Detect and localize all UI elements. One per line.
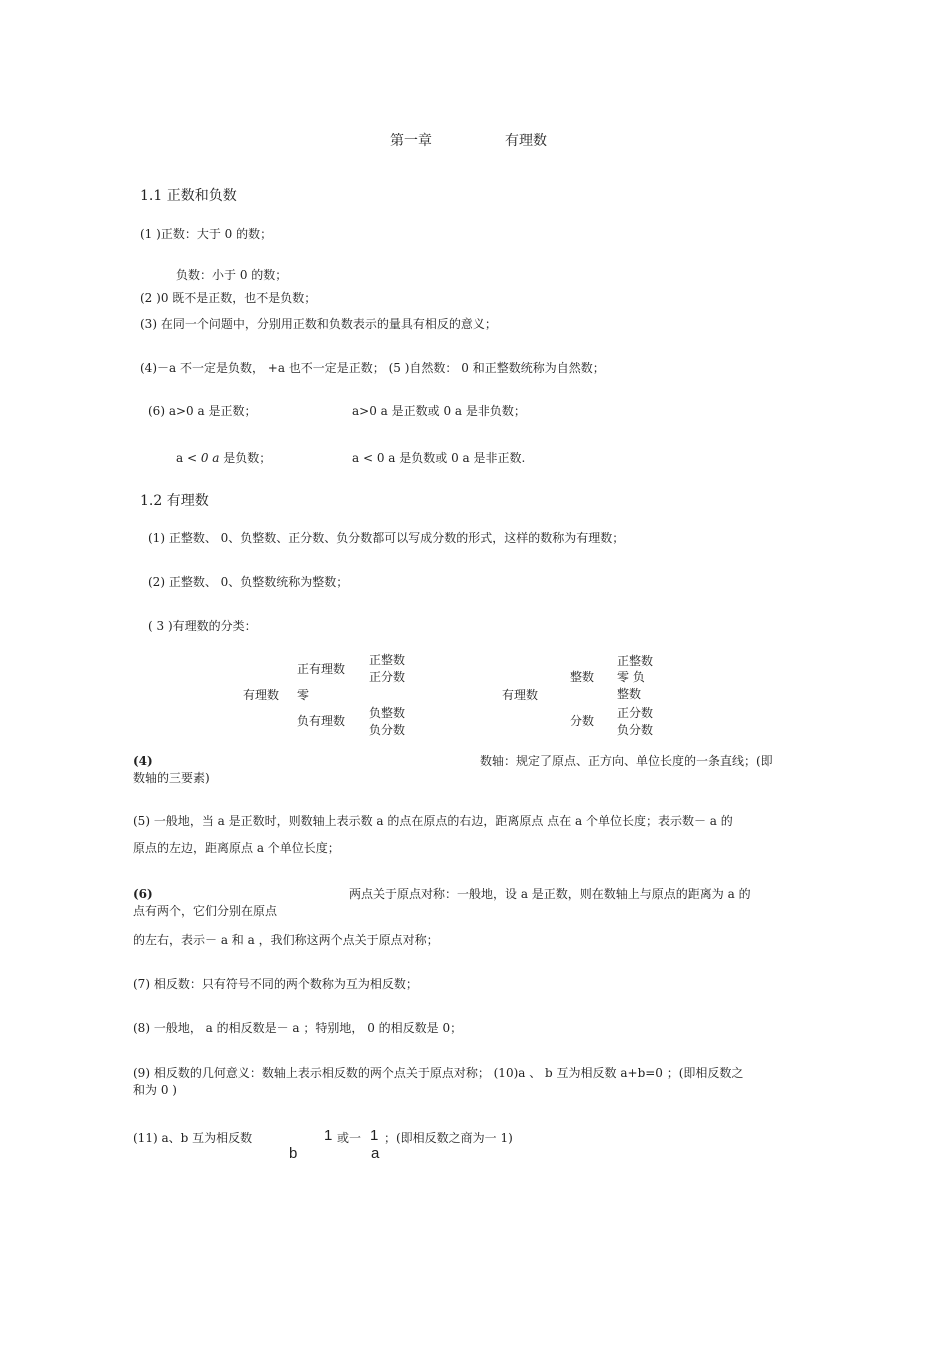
s11-item-4-5: (4)－a 不一定是负数， +a 也不一定是正数； (5 )自然数： 0 和正整数统称为自然数；: [140, 361, 605, 375]
item-8: (8) 一般地， a 的相反数是－ a ；特别地， 0 的相反数是 0；: [133, 1021, 463, 1035]
item-6-text: 两点关于原点对称：一般地，设 a 是正数，则在数轴上与原点的距离为 a 的: [349, 887, 751, 901]
class-right-int-3: 整数: [617, 687, 642, 701]
class-right-root: 有理数: [502, 688, 539, 702]
s11-item-6d: a < 0 a 是负数或 0 a 是非正数.: [352, 451, 526, 465]
class-left-neg: 负有理数: [297, 714, 346, 728]
item-11-post: ；(即相反数之商为一 1): [384, 1131, 513, 1145]
s11-item-2: (2 )0 既不是正数，也不是负数；: [140, 291, 317, 305]
item-6-number: (6): [133, 887, 153, 901]
item-11-text: (11) a、b 互为相反数: [133, 1131, 253, 1145]
s11-item-1: (1 )正数：大于 0 的数；: [140, 227, 273, 241]
class-left-pos: 正有理数: [297, 662, 346, 676]
chapter-title: 有理数: [505, 133, 547, 149]
item-9-10-line-1: (9) 相反数的几何意义：数轴上表示相反数的两个点关于原点对称； (10)a 、 b 互为相反数 a+b=0 ；(即相反数之: [133, 1066, 744, 1080]
s11-item-3: (3) 在同一个问题中，分别用正数和负数表示的量具有相反的意义；: [140, 317, 497, 331]
s11-item-6c-italic: 0 a: [200, 451, 220, 465]
class-left-zero: 零: [297, 688, 310, 702]
s12-item-3: ( 3 )有理数的分类：: [148, 619, 257, 633]
class-right-int: 整数: [570, 670, 595, 684]
item-11-numerator-1: 1: [324, 1127, 333, 1144]
item-9-10-line-2: 和为 0 ): [133, 1083, 177, 1097]
section-heading-1-1: 1.1 正数和负数: [140, 188, 237, 204]
s11-item-6c-post: 是负数；: [223, 451, 272, 465]
class-right-int-1: 正整数: [617, 654, 654, 668]
class-right-frac-1: 正分数: [617, 706, 654, 720]
s12-item-2: (2) 正整数、 0、负整数统称为整数；: [148, 575, 349, 589]
item-4-continuation: 数轴的三要素): [133, 771, 210, 785]
class-left-pos-int: 正整数: [369, 653, 406, 667]
s12-item-1: (1) 正整数、 0、负整数、正分数、负分数都可以写成分数的形式，这样的数称为有理数；: [148, 531, 625, 545]
section-heading-1-2: 1.2 有理数: [140, 493, 209, 509]
class-right-int-2: 零 负: [617, 670, 645, 684]
item-6-continuation: 点有两个，它们分别在原点: [133, 904, 278, 918]
chapter-label: 第一章: [390, 133, 432, 149]
item-11-or: 或一: [337, 1131, 362, 1145]
item-5-line-1: (5) 一般地，当 a 是正数时，则数轴上表示数 a 的点在原点的右边，距离原点 点在 a 个单位长度；表示数－ a 的: [133, 814, 733, 828]
class-left-root: 有理数: [243, 688, 280, 702]
s11-item-1b: 负数：小于 0 的数；: [176, 268, 288, 282]
item-5-line-2: 原点的左边，距离原点 a 个单位长度；: [133, 841, 340, 855]
item-11-denominator-a: a: [371, 1145, 380, 1162]
s11-item-6c: [176, 451, 271, 465]
class-right-frac: 分数: [570, 714, 595, 728]
s11-item-6b: a>0 a 是正数或 0 a 是非负数；: [352, 404, 526, 418]
item-6-line-3: 的左右，表示－ a 和 a ，我们称这两个点关于原点对称；: [133, 933, 439, 947]
item-4-number: (4): [133, 754, 153, 768]
item-11-denominator-b: b: [289, 1145, 298, 1162]
s11-item-6c-pre: a <: [176, 451, 198, 465]
class-left-neg-frac: 负分数: [369, 723, 406, 737]
s11-item-6a: (6) a>0 a 是正数；: [148, 404, 257, 418]
item-4-text: 数轴：规定了原点、正方向、单位长度的一条直线；(即: [480, 754, 773, 768]
class-right-frac-2: 负分数: [617, 723, 654, 737]
class-left-neg-int: 负整数: [369, 706, 406, 720]
item-11-numerator-2: 1: [370, 1127, 379, 1144]
item-7: (7) 相反数：只有符号不同的两个数称为互为相反数；: [133, 977, 418, 991]
class-left-pos-frac: 正分数: [369, 670, 406, 684]
